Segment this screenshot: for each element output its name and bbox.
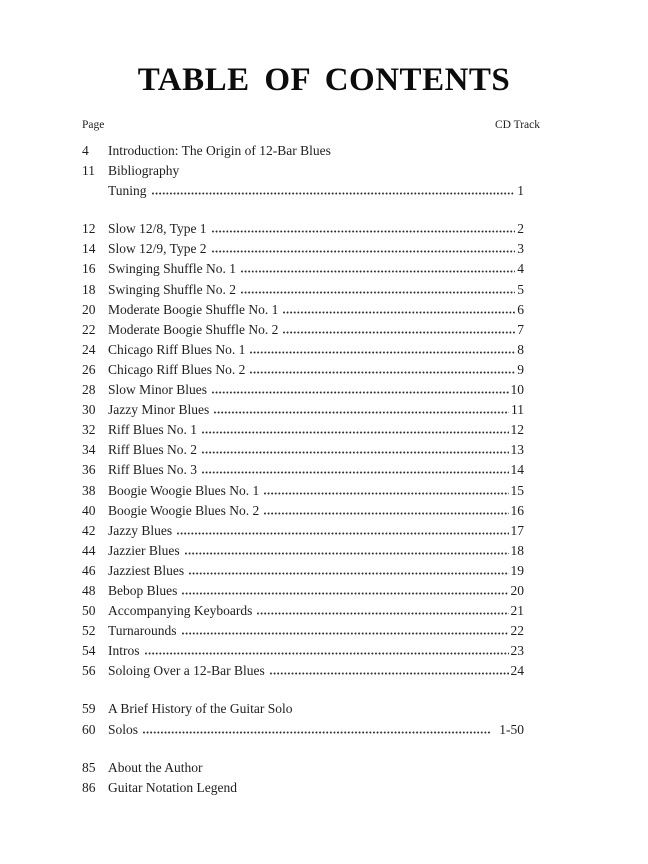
entry-title: Bebop Blues	[108, 582, 178, 598]
dot-leader	[214, 411, 509, 414]
entry-cd-track: 20	[510, 582, 524, 598]
toc-entry	[82, 601, 524, 621]
entry-cd-track: 11	[511, 402, 524, 418]
entry-cd-track: 13	[510, 442, 524, 458]
entry-title: Riff Blues No. 1	[108, 422, 198, 438]
entry-title: Riff Blues No. 3	[108, 462, 198, 478]
entry-cd-track: 5	[517, 281, 524, 297]
toc-entry	[82, 239, 524, 259]
entry-title: Riff Blues No. 2	[108, 442, 198, 458]
toc-entry	[82, 300, 524, 320]
entry-title: Moderate Boogie Shuffle No. 1	[108, 301, 279, 317]
entry-title: About the Author	[108, 759, 203, 775]
toc-entry	[82, 420, 524, 440]
entry-cd-track: 7	[517, 321, 524, 337]
entry-page-number: 11	[82, 163, 95, 179]
toc-entry	[82, 720, 524, 740]
entry-page-number: 12	[82, 221, 96, 237]
entry-title: Swinging Shuffle No. 2	[108, 281, 237, 297]
dot-leader	[283, 311, 515, 314]
entry-title: Jazziest Blues	[108, 562, 185, 578]
entry-page-number: 86	[82, 779, 96, 795]
dot-leader	[202, 451, 508, 454]
entry-page-number: 34	[82, 442, 96, 458]
entry-page-number: 46	[82, 562, 96, 578]
cd-track-column-label: CD Track	[494, 119, 540, 131]
entry-page-number: 54	[82, 643, 96, 659]
dot-leader	[202, 471, 508, 474]
entry-title: Turnarounds	[108, 623, 177, 639]
entry-page-number: 44	[82, 542, 96, 558]
toc-entry	[82, 440, 524, 460]
toc-entry	[82, 360, 524, 380]
entry-cd-track: 22	[510, 623, 524, 639]
entry-cd-track: 21	[510, 603, 524, 619]
page-title: TABLE OF CONTENTS	[137, 62, 511, 98]
entry-page-number: 30	[82, 402, 96, 418]
entry-page-number: 36	[82, 462, 96, 478]
entry-cd-track: 10	[510, 382, 524, 398]
dot-leader	[264, 492, 508, 495]
entry-page-number: 24	[82, 341, 96, 357]
dot-leader	[241, 270, 515, 273]
toc-entry	[82, 521, 524, 541]
dot-leader	[143, 731, 491, 734]
entry-page-number: 14	[82, 241, 96, 257]
toc-list	[82, 141, 524, 798]
entry-title: A Brief History of the Guitar Solo	[108, 701, 293, 717]
dot-leader	[257, 612, 508, 615]
entry-title: Jazzier Blues	[108, 542, 180, 558]
toc-entry	[82, 400, 524, 420]
dot-leader	[212, 230, 516, 233]
dot-leader	[182, 632, 509, 635]
entry-title: Intros	[108, 643, 140, 659]
entry-page-number: 20	[82, 301, 96, 317]
dot-leader	[241, 291, 515, 294]
entry-title: Guitar Notation Legend	[108, 779, 237, 795]
entry-title: Boogie Woogie Blues No. 1	[108, 482, 260, 498]
entry-cd-track: 1-50	[499, 721, 524, 737]
entry-title: Chicago Riff Blues No. 1	[108, 341, 246, 357]
toc-entry	[82, 778, 524, 798]
dot-leader	[182, 592, 508, 595]
entry-cd-track: 18	[510, 542, 524, 558]
dot-leader	[177, 532, 508, 535]
entry-cd-track: 17	[510, 522, 524, 538]
entry-page-number: 32	[82, 422, 96, 438]
toc-entry	[82, 460, 524, 480]
entry-title: Slow Minor Blues	[108, 382, 208, 398]
toc-entry	[82, 621, 524, 641]
toc-entry	[82, 380, 524, 400]
toc-entry	[82, 161, 524, 181]
toc-entry	[82, 758, 524, 778]
entry-cd-track: 4	[517, 261, 524, 277]
entry-title: Accompanying Keyboards	[108, 603, 253, 619]
entry-title: Slow 12/9, Type 2	[108, 241, 207, 257]
entry-title: Chicago Riff Blues No. 2	[108, 361, 246, 377]
dot-leader	[283, 331, 515, 334]
entry-title: Introduction: The Origin of 12-Bar Blues	[108, 143, 331, 158]
entry-title: Solos	[108, 721, 139, 737]
entry-page-number: 59	[82, 701, 96, 717]
entry-cd-track: 8	[517, 341, 524, 357]
entry-cd-track: 2	[517, 221, 524, 237]
dot-leader	[270, 672, 509, 675]
entry-cd-track: 24	[510, 663, 524, 679]
entry-title: Moderate Boogie Shuffle No. 2	[108, 321, 279, 337]
toc-entry	[82, 481, 524, 501]
entry-cd-track: 6	[517, 301, 524, 317]
toc-entry	[82, 280, 524, 300]
entry-page-number: 16	[82, 261, 96, 277]
dot-leader	[264, 512, 508, 515]
entry-page-number: 48	[82, 582, 96, 598]
entry-cd-track: 1	[517, 183, 524, 199]
entry-page-number: 22	[82, 321, 96, 337]
entry-page-number: 85	[82, 759, 96, 775]
entry-page-number: 40	[82, 502, 96, 518]
toc-entry	[82, 581, 524, 601]
dot-leader	[212, 391, 508, 394]
entry-title: Bibliography	[108, 163, 180, 179]
dot-leader	[189, 572, 508, 575]
entry-page-number: 52	[82, 623, 96, 639]
entry-page-number: 60	[82, 721, 96, 737]
toc-entry	[82, 561, 524, 581]
entry-page-number: 56	[82, 663, 96, 679]
dot-leader	[212, 250, 516, 253]
dot-leader	[152, 192, 516, 195]
toc-entry	[82, 320, 524, 340]
entry-page-number: 28	[82, 382, 96, 398]
toc-entry	[82, 699, 524, 719]
entry-title: Soloing Over a 12-Bar Blues	[108, 663, 265, 679]
entry-page-number: 4	[82, 143, 89, 158]
entry-title: Slow 12/8, Type 1	[108, 221, 207, 237]
entry-title: Boogie Woogie Blues No. 2	[108, 502, 260, 518]
entry-title: Jazzy Minor Blues	[108, 402, 210, 418]
toc-entry	[82, 641, 524, 661]
toc-entry	[82, 340, 524, 360]
toc-entry	[82, 501, 524, 521]
dot-leader	[185, 552, 509, 555]
dot-leader	[250, 371, 515, 374]
toc-entry	[82, 181, 524, 201]
entry-page-number: 42	[82, 522, 96, 538]
entry-title: Jazzy Blues	[108, 522, 173, 538]
entry-cd-track: 23	[510, 643, 524, 659]
entry-cd-track: 15	[510, 482, 524, 498]
entry-page-number: 38	[82, 482, 96, 498]
dot-leader	[202, 431, 508, 434]
entry-cd-track: 3	[517, 241, 524, 257]
dot-leader	[250, 351, 515, 354]
toc-entry	[82, 661, 524, 681]
toc-entry	[82, 141, 524, 161]
entry-cd-track: 9	[517, 361, 524, 377]
toc-entry	[82, 541, 524, 561]
entry-page-number: 26	[82, 361, 96, 377]
entry-cd-track: 14	[510, 462, 524, 478]
column-headers	[82, 118, 540, 132]
entry-cd-track: 12	[510, 422, 524, 438]
dot-leader	[145, 652, 509, 655]
entry-title: Tuning	[108, 183, 147, 199]
entry-cd-track: 19	[510, 562, 524, 578]
entry-cd-track: 16	[510, 502, 524, 518]
entry-page-number: 50	[82, 603, 96, 619]
entry-title: Swinging Shuffle No. 1	[108, 261, 237, 277]
toc-entry	[82, 259, 524, 279]
entry-page-number: 18	[82, 281, 96, 297]
page-column-label: Page	[82, 119, 105, 131]
toc-entry	[82, 219, 524, 239]
